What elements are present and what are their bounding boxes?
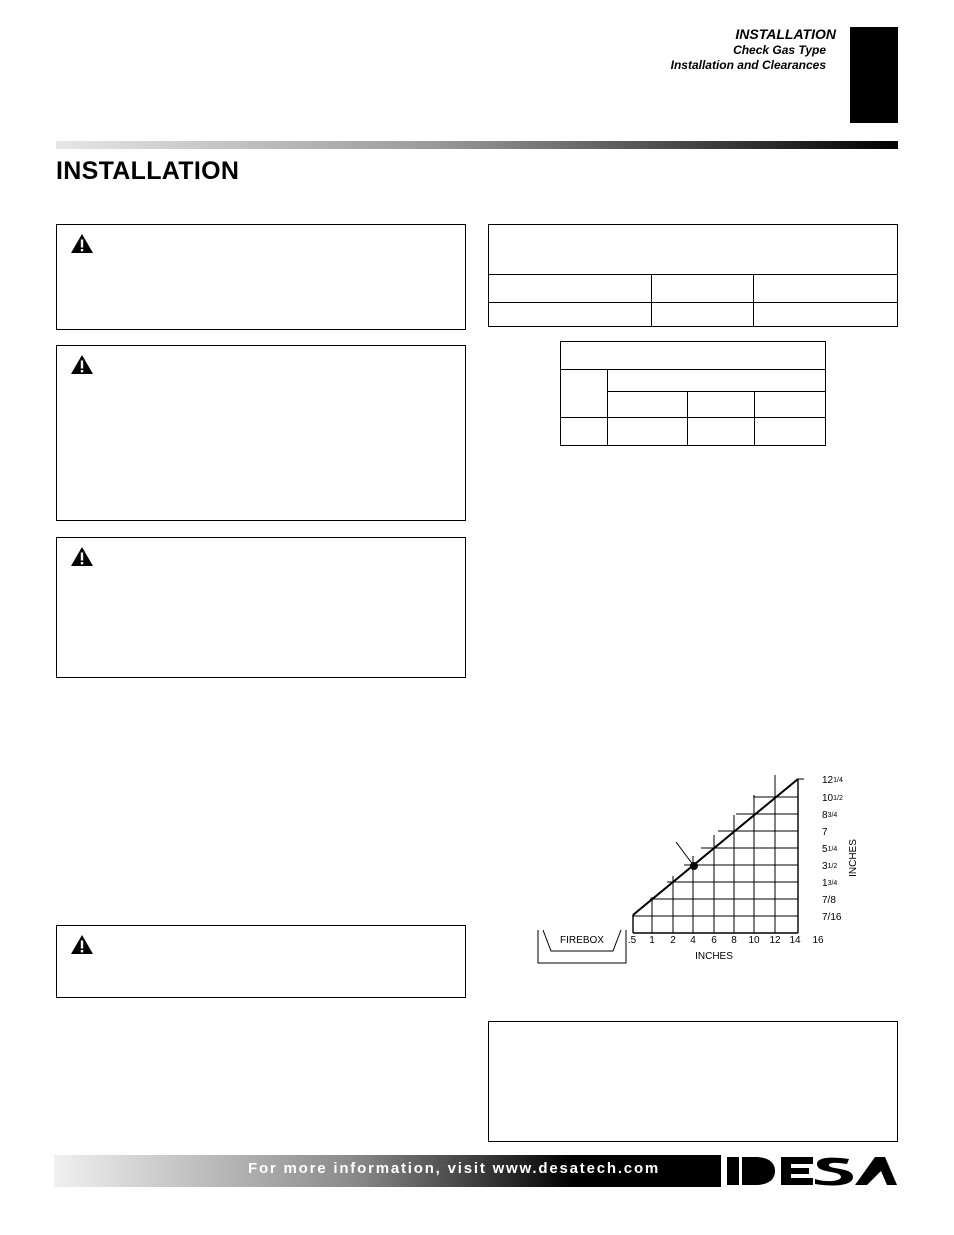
table-cell xyxy=(755,392,826,418)
y-tick-label: 13/4 xyxy=(822,878,838,889)
header-section-title: INSTALLATION xyxy=(735,26,836,42)
table-cell xyxy=(489,303,652,327)
y-tick-label: 121/4 xyxy=(822,775,843,786)
warning-box-3 xyxy=(56,537,466,678)
table-cell xyxy=(608,418,688,446)
warning-box-1 xyxy=(56,224,466,330)
x-tick-label: 1 xyxy=(649,935,655,946)
table-cell xyxy=(489,275,652,303)
x-tick-label: .5 xyxy=(627,935,637,946)
warning-triangle-icon xyxy=(70,934,94,955)
firebox-label: FIREBOX xyxy=(560,935,604,946)
y-tick-label: 101/2 xyxy=(822,793,843,804)
table-cell xyxy=(561,370,608,418)
clearance-table xyxy=(560,341,826,446)
y-tick-label: 7/16 xyxy=(822,912,842,923)
x-axis-label: INCHES xyxy=(695,951,733,962)
table-cell xyxy=(608,370,826,392)
mantel-clearance-diagram xyxy=(528,770,868,970)
table-cell xyxy=(754,275,898,303)
table-cell xyxy=(688,418,755,446)
warning-triangle-icon xyxy=(70,546,94,567)
diagram-grid xyxy=(633,775,804,933)
clearance-marker-dot xyxy=(690,862,698,870)
clearance-table-header xyxy=(561,342,826,370)
table-cell xyxy=(561,418,608,446)
y-tick-label: 51/4 xyxy=(822,844,838,855)
table-cell xyxy=(688,392,755,418)
gas-type-table-header xyxy=(489,225,898,275)
y-tick-label: 31/2 xyxy=(822,861,838,872)
table-cell xyxy=(755,418,826,446)
x-tick-label: 10 xyxy=(748,935,760,946)
page-title: INSTALLATION xyxy=(56,157,240,185)
y-tick-label: 7/8 xyxy=(822,895,836,906)
warning-triangle-icon xyxy=(70,354,94,375)
x-axis-tick-labels xyxy=(628,935,824,946)
table-cell xyxy=(652,275,754,303)
gas-type-table xyxy=(488,224,898,327)
footer-website-link[interactable]: For more information, visit www.desatech.com xyxy=(248,1160,661,1177)
y-axis-tick-labels xyxy=(822,775,843,923)
header-subtitle-clearances: Installation and Clearances xyxy=(670,58,826,72)
x-tick-label: 16 xyxy=(812,935,824,946)
x-tick-label: 14 xyxy=(789,935,801,946)
y-axis-label: INCHES xyxy=(848,839,859,877)
section-tab xyxy=(850,27,898,123)
header-divider-bar xyxy=(56,141,898,149)
warning-box-4 xyxy=(56,925,466,998)
y-tick-label: 83/4 xyxy=(822,810,838,821)
x-tick-label: 2 xyxy=(670,935,676,946)
x-tick-label: 8 xyxy=(731,935,737,946)
x-tick-label: 4 xyxy=(690,935,696,946)
note-box xyxy=(488,1021,898,1142)
warning-triangle-icon xyxy=(70,233,94,254)
table-cell xyxy=(652,303,754,327)
y-tick-label: 7 xyxy=(822,827,828,838)
table-cell xyxy=(754,303,898,327)
table-cell xyxy=(608,392,688,418)
warning-box-2 xyxy=(56,345,466,521)
header-subtitle-gas-type: Check Gas Type xyxy=(733,43,826,57)
x-tick-label: 6 xyxy=(711,935,717,946)
desa-logo xyxy=(725,1155,899,1187)
x-tick-label: 12 xyxy=(769,935,781,946)
